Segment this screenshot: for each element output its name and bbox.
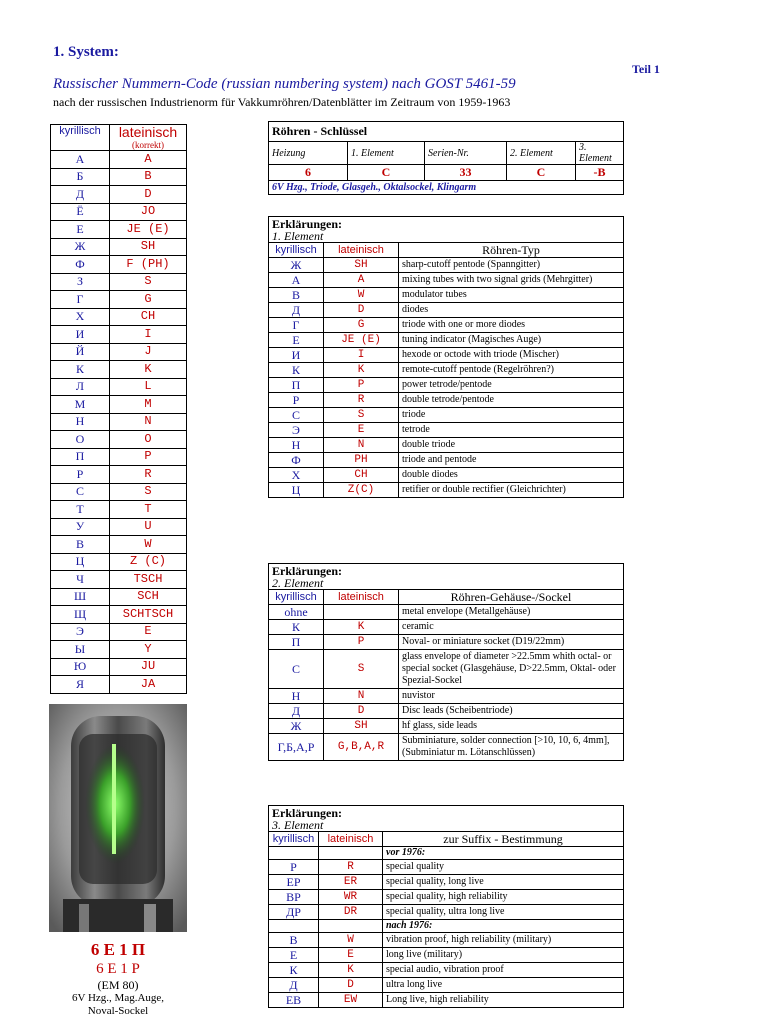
tube-key-header: 3. Element (576, 142, 624, 165)
element2-row-description: glass envelope of diameter >22.5mm whith octal- or special socket (Glasgehäuse, D>22.5mm, Oktal- oder Spezial-Sockel (399, 650, 624, 689)
alphabet-row (51, 553, 187, 571)
element1-row-cyrillic: Ф (269, 453, 324, 468)
element2-header-row (269, 590, 624, 605)
alphabet-latin-letter: J (110, 343, 187, 361)
element3-table (268, 805, 624, 1008)
element3-subtitle: 3. Element (269, 819, 624, 832)
element3-before-label: vor 1976: (383, 847, 624, 860)
element1-row (269, 258, 624, 273)
alphabet-row (51, 536, 187, 554)
element3-row-cyrillic: В (269, 933, 319, 948)
tube-description-line1: 6V Hzg., Mag.Auge, (71, 992, 165, 1004)
alphabet-cyrillic-letter: Е (51, 221, 110, 239)
alphabet-cyrillic-letter: Я (51, 676, 110, 694)
alphabet-latin-letter: Z (C) (110, 553, 187, 571)
element3-row-cyrillic: Р (269, 860, 319, 875)
element3-row-latin: EW (319, 993, 383, 1008)
element3-row-cyrillic: ВР (269, 890, 319, 905)
alphabet-cyrillic-letter: Ш (51, 588, 110, 606)
alphabet-latin-letter: SH (110, 238, 187, 256)
element2-header: Röhren-Gehäuse-/Sockel (399, 590, 624, 605)
alphabet-cyrillic-letter: Г (51, 291, 110, 309)
tube-key-value: -B (576, 165, 624, 181)
element1-row-latin: E (324, 423, 399, 438)
element1-row-description: modulator tubes (399, 288, 624, 303)
element1-row-latin: Z(C) (324, 483, 399, 498)
element3-after-label-blank (269, 920, 319, 933)
alphabet-row (51, 151, 187, 169)
alphabet-latin-letter: JO (110, 203, 187, 221)
element3-row-cyrillic: К (269, 963, 319, 978)
alphabet-latin-letter: TSCH (110, 571, 187, 589)
element1-row-description: remote-cutoff pentode (Regelröhren?) (399, 363, 624, 378)
alphabet-latin-letter: S (110, 273, 187, 291)
element1-row (269, 303, 624, 318)
element3-row-latin: W (319, 933, 383, 948)
element3-row-description: special quality, high reliability (383, 890, 624, 905)
element2-row-latin: P (324, 635, 399, 650)
element3-row-latin: D (319, 978, 383, 993)
element2-row-latin: K (324, 620, 399, 635)
element1-row-latin: A (324, 273, 399, 288)
element3-header-row (269, 832, 624, 847)
alphabet-row (51, 168, 187, 186)
alphabet-latin-letter: M (110, 396, 187, 414)
alphabet-cyrillic-letter: Ц (51, 553, 110, 571)
tube-key-description: 6V Hzg., Triode, Glasgeh., Oktalsockel, Klingarm (269, 181, 624, 195)
tube-key-value: 33 (425, 165, 507, 181)
alphabet-latin-letter: CH (110, 308, 187, 326)
element1-row (269, 348, 624, 363)
alphabet-latin-letter: JE (E) (110, 221, 187, 239)
element1-row-latin: P (324, 378, 399, 393)
element2-subtitle: 2. Element (269, 577, 624, 590)
element1-row (269, 378, 624, 393)
element1-row-latin: R (324, 393, 399, 408)
alphabet-latin-letter: G (110, 291, 187, 309)
alphabet-row (51, 501, 187, 519)
element3-before-label-row (269, 847, 624, 860)
element3-row (269, 978, 624, 993)
element1-row (269, 483, 624, 498)
element1-header: kyrillisch (269, 243, 324, 258)
tube-key-title: Röhren - Schlüssel (269, 122, 624, 142)
alphabet-cyrillic-letter: Ж (51, 238, 110, 256)
alphabet-row (51, 396, 187, 414)
tube-key-header: 2. Element (507, 142, 576, 165)
alphabet-header-row (51, 125, 187, 151)
document-subtitle: Russischer Nummern-Code (russian numbering system) nach GOST 5461-59 (53, 76, 516, 92)
element2-row-cyrillic: ohne (269, 605, 324, 620)
alphabet-cyrillic-letter: З (51, 273, 110, 291)
alphabet-cyrillic-letter: О (51, 431, 110, 449)
element1-row-description: triode (399, 408, 624, 423)
element1-row-latin: D (324, 303, 399, 318)
element2-header: lateinisch (324, 590, 399, 605)
alphabet-latin-letter: S (110, 483, 187, 501)
element1-row (269, 438, 624, 453)
element1-row-description: double tetrode/pentode (399, 393, 624, 408)
alphabet-cyrillic-letter: М (51, 396, 110, 414)
element2-row-cyrillic: П (269, 635, 324, 650)
element1-header: lateinisch (324, 243, 399, 258)
alphabet-cyrillic-letter: В (51, 536, 110, 554)
tube-key-header-row (269, 142, 624, 165)
element3-row-cyrillic: ДР (269, 905, 319, 920)
element3-row (269, 905, 624, 920)
alphabet-row (51, 623, 187, 641)
alphabet-latin-letter: W (110, 536, 187, 554)
element1-row-description: tetrode (399, 423, 624, 438)
tube-key-header: Heizung (269, 142, 348, 165)
alphabet-row (51, 483, 187, 501)
alphabet-latin-letter: F (PH) (110, 256, 187, 274)
element1-row-cyrillic: Ц (269, 483, 324, 498)
element3-row-latin: R (319, 860, 383, 875)
alphabet-cyrillic-letter: Ю (51, 658, 110, 676)
alphabet-row (51, 606, 187, 624)
element1-row (269, 273, 624, 288)
element3-row (269, 890, 624, 905)
alphabet-cyrillic-letter: Р (51, 466, 110, 484)
element2-row (269, 635, 624, 650)
alphabet-cyrillic-letter: Ы (51, 641, 110, 659)
element3-row (269, 948, 624, 963)
tube-key-value-row (269, 165, 624, 181)
alphabet-latin-letter: E (110, 623, 187, 641)
element1-row-description: power tetrode/pentode (399, 378, 624, 393)
element1-row-description: mixing tubes with two signal grids (Mehrgitter) (399, 273, 624, 288)
tube-key-value: C (507, 165, 576, 181)
alphabet-header-cyrillic: kyrillisch (51, 125, 110, 151)
alphabet-cyrillic-letter: Т (51, 501, 110, 519)
element3-after-label-row (269, 920, 624, 933)
document-description: nach der russischen Industrienorm für Vakkumröhren/Datenblätter im Zeitraum von 1959-1963 (53, 95, 511, 109)
alphabet-row (51, 641, 187, 659)
element2-header: kyrillisch (269, 590, 324, 605)
element3-row-description: ultra long live (383, 978, 624, 993)
tube-key-header: Serien-Nr. (425, 142, 507, 165)
element3-row-latin: E (319, 948, 383, 963)
alphabet-latin-letter: O (110, 431, 187, 449)
element1-row-cyrillic: Д (269, 303, 324, 318)
tube-key-value: 6 (269, 165, 348, 181)
alphabet-latin-letter: K (110, 361, 187, 379)
element3-row-latin: ER (319, 875, 383, 890)
element2-row-description: nuvistor (399, 689, 624, 704)
alphabet-row (51, 658, 187, 676)
element1-row-latin: SH (324, 258, 399, 273)
alphabet-latin-letter: N (110, 413, 187, 431)
alphabet-cyrillic-letter: Б (51, 168, 110, 186)
element3-row (269, 993, 624, 1008)
element1-row-cyrillic: Н (269, 438, 324, 453)
element1-row-cyrillic: И (269, 348, 324, 363)
element2-row-latin: S (324, 650, 399, 689)
alphabet-cyrillic-letter: Щ (51, 606, 110, 624)
alphabet-cyrillic-letter: К (51, 361, 110, 379)
element2-row-description: metal envelope (Metallgehäuse) (399, 605, 624, 620)
element2-row (269, 704, 624, 719)
element1-row-description: double triode (399, 438, 624, 453)
element3-header: kyrillisch (269, 832, 319, 847)
element1-row (269, 333, 624, 348)
alphabet-header-latin-label: lateinisch (118, 124, 178, 140)
element1-row (269, 423, 624, 438)
element1-row-description: triode and pentode (399, 453, 624, 468)
alphabet-latin-letter: U (110, 518, 187, 536)
element3-before-label-blank (319, 847, 383, 860)
element2-title: Erklärungen: (269, 564, 624, 578)
element2-row (269, 605, 624, 620)
element1-row-latin: PH (324, 453, 399, 468)
element1-row-latin: K (324, 363, 399, 378)
element1-row-latin: G (324, 318, 399, 333)
alphabet-cyrillic-letter: Э (51, 623, 110, 641)
element1-row (269, 393, 624, 408)
element1-header-row (269, 243, 624, 258)
element2-row-description: Noval- or miniature socket (D19/22mm) (399, 635, 624, 650)
alphabet-row (51, 186, 187, 204)
tube-key-table (268, 121, 624, 195)
element1-row (269, 288, 624, 303)
element1-row-description: hexode or octode with triode (Mischer) (399, 348, 624, 363)
element3-row-description: special quality, long live (383, 875, 624, 890)
element2-row-latin: N (324, 689, 399, 704)
alphabet-latin-letter: JU (110, 658, 187, 676)
alphabet-row (51, 291, 187, 309)
alphabet-row (51, 518, 187, 536)
element1-row-latin: CH (324, 468, 399, 483)
element3-row-description: special audio, vibration proof (383, 963, 624, 978)
alphabet-latin-letter: T (110, 501, 187, 519)
element1-title: Erklärungen: (269, 217, 624, 231)
element1-row (269, 468, 624, 483)
alphabet-cyrillic-letter: Ф (51, 256, 110, 274)
element3-row-latin: WR (319, 890, 383, 905)
element3-header: zur Suffix - Bestimmung (383, 832, 624, 847)
element1-row (269, 408, 624, 423)
element2-row-latin: D (324, 704, 399, 719)
element3-after-label: nach 1976: (383, 920, 624, 933)
alphabet-latin-letter: I (110, 326, 187, 344)
element3-header: lateinisch (319, 832, 383, 847)
element3-row-description: long live (military) (383, 948, 624, 963)
element3-row (269, 963, 624, 978)
alphabet-header-latin (110, 125, 187, 151)
element2-row (269, 719, 624, 734)
element1-row-latin: W (324, 288, 399, 303)
alphabet-cyrillic-letter: П (51, 448, 110, 466)
tube-key-header: 1. Element (348, 142, 425, 165)
alphabet-latin-letter: SCH (110, 588, 187, 606)
element2-row-description: hf glass, side leads (399, 719, 624, 734)
alphabet-latin-letter: A (110, 151, 187, 169)
element3-title: Erklärungen: (269, 806, 624, 820)
element2-row-cyrillic: К (269, 620, 324, 635)
element3-row-cyrillic: Д (269, 978, 319, 993)
element1-row-cyrillic: Р (269, 393, 324, 408)
element1-row-description: diodes (399, 303, 624, 318)
alphabet-row (51, 361, 187, 379)
tube-key-value: C (348, 165, 425, 181)
element3-row-description: special quality (383, 860, 624, 875)
element1-row-description: retifier or double rectifier (Gleichrichter) (399, 483, 624, 498)
tube-code-latin: 6 E 1 P (96, 961, 140, 977)
part-label: Teil 1 (632, 62, 660, 76)
element1-row-cyrillic: Е (269, 333, 324, 348)
element1-row-cyrillic: С (269, 408, 324, 423)
tube-description-line2: Noval-Sockel (87, 1005, 149, 1017)
element1-row (269, 318, 624, 333)
element1-row-description: sharp-cutoff pentode (Spanngitter) (399, 258, 624, 273)
element3-row-description: vibration proof, high reliability (military) (383, 933, 624, 948)
element1-table (268, 216, 624, 498)
element3-row-cyrillic: ЕВ (269, 993, 319, 1008)
element3-row-latin: K (319, 963, 383, 978)
alphabet-latin-letter: Y (110, 641, 187, 659)
element1-row-description: tuning indicator (Magisches Auge) (399, 333, 624, 348)
element3-before-label-blank (269, 847, 319, 860)
element2-row (269, 689, 624, 704)
element1-row (269, 363, 624, 378)
element1-subtitle: 1. Element (269, 230, 624, 243)
element3-row-description: Long live, high reliability (383, 993, 624, 1008)
alphabet-row (51, 588, 187, 606)
alphabet-row (51, 343, 187, 361)
element2-row (269, 620, 624, 635)
element2-row-cyrillic: Ж (269, 719, 324, 734)
element2-row-cyrillic: Г,Б,А,Р (269, 734, 324, 761)
alphabet-row (51, 676, 187, 694)
alphabet-latin-letter: B (110, 168, 187, 186)
element1-row-latin: I (324, 348, 399, 363)
element1-row-cyrillic: Х (269, 468, 324, 483)
alphabet-cyrillic-letter: Ч (51, 571, 110, 589)
alphabet-cyrillic-letter: Н (51, 413, 110, 431)
element3-row-cyrillic: Е (269, 948, 319, 963)
alphabet-row (51, 326, 187, 344)
alphabet-latin-letter: JA (110, 676, 187, 694)
alphabet-row (51, 221, 187, 239)
element2-row (269, 734, 624, 761)
element3-row (269, 875, 624, 890)
alphabet-row (51, 203, 187, 221)
element2-row-cyrillic: С (269, 650, 324, 689)
element3-row (269, 933, 624, 948)
element1-row-cyrillic: Ж (269, 258, 324, 273)
alphabet-cyrillic-letter: Й (51, 343, 110, 361)
tube-equivalent: (EM 80) (97, 978, 139, 992)
alphabet-cyrillic-letter: Д (51, 186, 110, 204)
element3-row (269, 860, 624, 875)
element3-row-latin: DR (319, 905, 383, 920)
element3-row-description: special quality, ultra long live (383, 905, 624, 920)
alphabet-row (51, 571, 187, 589)
element3-row-cyrillic: ЕР (269, 875, 319, 890)
tube-photo (49, 704, 187, 932)
alphabet-row (51, 413, 187, 431)
element1-row (269, 453, 624, 468)
element1-row-latin: N (324, 438, 399, 453)
element1-row-latin: S (324, 408, 399, 423)
element1-row-cyrillic: В (269, 288, 324, 303)
alphabet-latin-letter: L (110, 378, 187, 396)
alphabet-latin-letter: D (110, 186, 187, 204)
tube-code-cyrillic: 6 Е 1 П (90, 940, 146, 959)
alphabet-cyrillic-letter: Х (51, 308, 110, 326)
alphabet-row (51, 466, 187, 484)
element2-table (268, 563, 624, 761)
element2-row-latin: G,B,A,R (324, 734, 399, 761)
alphabet-cyrillic-letter: Ё (51, 203, 110, 221)
element1-row-latin: JE (E) (324, 333, 399, 348)
alphabet-cyrillic-letter: Л (51, 378, 110, 396)
element2-row (269, 650, 624, 689)
alphabet-row (51, 238, 187, 256)
tube-example (49, 940, 187, 1018)
element1-row-description: double diodes (399, 468, 624, 483)
element1-row-cyrillic: Э (269, 423, 324, 438)
alphabet-row (51, 273, 187, 291)
element2-row-description: Subminiature, solder connection [>10, 10, 6, 4mm], (Subminiatur m. Lötanschlüssen) (399, 734, 624, 761)
element3-after-label-blank (319, 920, 383, 933)
element2-row-latin (324, 605, 399, 620)
alphabet-latin-letter: R (110, 466, 187, 484)
element2-row-cyrillic: Д (269, 704, 324, 719)
alphabet-table (50, 124, 187, 694)
element2-row-description: Disc leads (Scheibentriode) (399, 704, 624, 719)
alphabet-cyrillic-letter: А (51, 151, 110, 169)
alphabet-row (51, 256, 187, 274)
alphabet-header-latin-note: (korrekt) (132, 140, 164, 150)
element1-row-cyrillic: Г (269, 318, 324, 333)
alphabet-cyrillic-letter: И (51, 326, 110, 344)
element1-header: Röhren-Typ (399, 243, 624, 258)
alphabet-cyrillic-letter: С (51, 483, 110, 501)
element1-row-cyrillic: К (269, 363, 324, 378)
section-title: 1. System: (53, 44, 119, 60)
alphabet-row (51, 308, 187, 326)
element1-row-cyrillic: А (269, 273, 324, 288)
element2-row-description: ceramic (399, 620, 624, 635)
alphabet-row (51, 378, 187, 396)
alphabet-latin-letter: P (110, 448, 187, 466)
element2-row-cyrillic: Н (269, 689, 324, 704)
element1-row-cyrillic: П (269, 378, 324, 393)
element2-row-latin: SH (324, 719, 399, 734)
element1-row-description: triode with one or more diodes (399, 318, 624, 333)
alphabet-row (51, 448, 187, 466)
alphabet-cyrillic-letter: У (51, 518, 110, 536)
alphabet-latin-letter: SCHTSCH (110, 606, 187, 624)
alphabet-row (51, 431, 187, 449)
